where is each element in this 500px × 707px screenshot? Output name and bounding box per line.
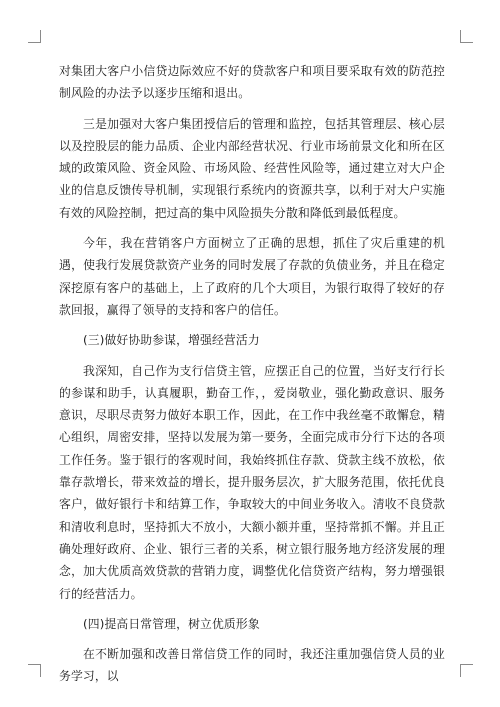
document-body [59,60,445,696]
paragraph-assist-advise: 我深知，自己作为支行信贷主管，应摆正自己的位置，当好支行行长的参谋和助手，认真履职，勤奋工作，，爱岗敬业，强化勤政意识、服务意识，尽职尽责努力做好本职工作，因此，在工作中我丝毫不敢懈怠，精心组织，周密安排，坚持以发展为第一要务，全面完成市分行下达的各项工作任务。鉴于银行的客观时间，我始终抓住存款、贷款主线不放松，依靠存款增长，带来效益的增长，提升服务层次，扩大服务范围，依托优良客户，做好银行卡和结算工作，争取较大的中间业务收入。清收不良贷款和清收利息时，坚持抓大不放小，大额小额并重，坚持常抓不懈。并且正确处理好政府、企业、银行三者的关系，树立银行服务地方经济发展的理念，加大优质高效贷款的营销力度，调整优化信贷资产结构，努力增强银行的经营活力。 [59,363,445,601]
section-heading-four: (四)提高日常管理，树立优质形象 [83,616,260,631]
crop-mark-top-right [460,30,473,43]
paragraph-continuation: 对集团大客户小信贷边际效应不好的贷款客户和项目要采取有效的防范控制风险的办法予以逐步压缩和退出。 [59,64,445,101]
crop-mark-bottom-left [28,664,41,677]
crop-mark-top-left [28,30,41,43]
paragraph-daily-management: 在不断加强和改善日常信贷工作的同时，我还注重加强信贷人员的业务学习，以 [59,647,445,684]
section-heading-three: (三)做好协助参谋，增强经营活力 [83,333,260,348]
crop-mark-bottom-right [460,664,473,677]
paragraph-customer-marketing: 今年，我在营销客户方面树立了正确的思想，抓住了灾后重建的机遇，使我行发展贷款资产业务的同时发展了存款的负债业务，并且在稳定深挖原有客户的基础上，上了政府的几个大项目，为银行取得了较好的存款回报，赢得了领导的支持和客户的信任。 [59,236,445,317]
paragraph-third-measure: 三是加强对大客户集团授信后的管理和监控，包括其管理层、核心层以及控股层的能力品质、企业内部经营状况、行业市场前景文化和所在区域的政策风险、资金风险、市场风险、经营性风险等，通过建立对大户企业的信息反馈传导机制，实现银行系统内的资源共享，以利于对大户实施有效的风险控制，把过高的集中风险损失分散和降低到最低程度。 [59,116,445,220]
